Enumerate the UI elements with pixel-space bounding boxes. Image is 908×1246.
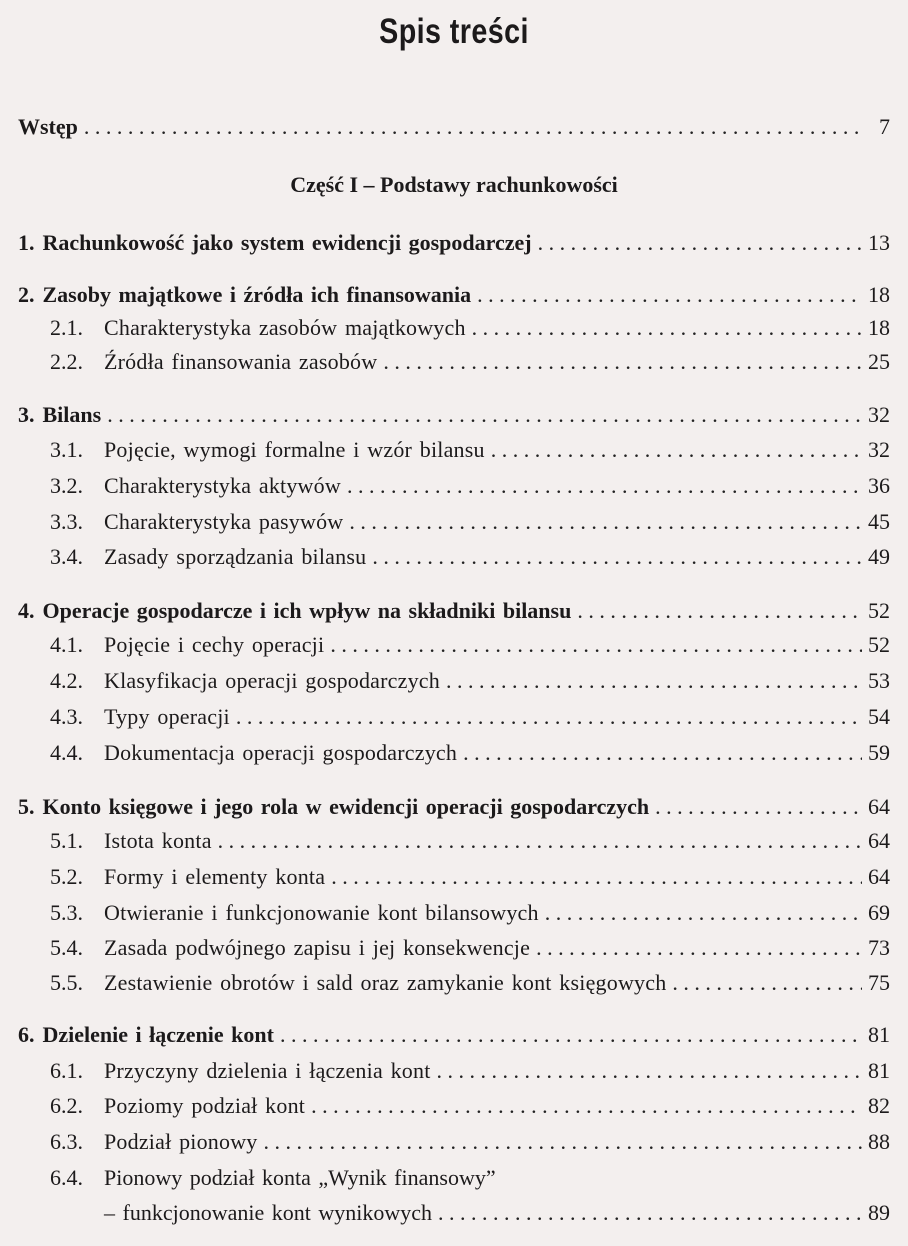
leader-dots [472, 313, 862, 343]
toc-section-4-3[interactable] [50, 702, 890, 732]
section-label: Podział pionowy [104, 1129, 258, 1154]
leader-dots [311, 1091, 862, 1121]
leader-dots [446, 666, 862, 696]
section-label: Zestawienie obrotów i sald oraz zamykanie kont księgowych [104, 970, 667, 995]
section-label: Typy operacji [104, 704, 230, 729]
leader-dots [438, 1198, 862, 1228]
leader-dots [107, 400, 862, 430]
toc-chapter-6[interactable] [18, 1020, 890, 1050]
chapter-page: 18 [868, 282, 890, 307]
section-label: Pionowy podział konta „Wynik finansowy” [104, 1165, 496, 1190]
section-label: Poziomy podział kont [104, 1093, 306, 1118]
section-label: Zasada podwójnego zapisu i jej konsekwencje [104, 935, 531, 960]
section-page: 75 [868, 970, 890, 995]
section-number: 3.2. [50, 473, 83, 498]
leader-dots [84, 112, 862, 142]
section-number: 2.1. [50, 315, 83, 340]
toc-chapter-1[interactable] [18, 228, 890, 258]
leader-dots [280, 1020, 862, 1050]
section-number: 5.3. [50, 900, 83, 925]
section-number: 5.2. [50, 864, 83, 889]
chapter-number: 2. [18, 282, 35, 307]
section-label: Zasady sporządzania bilansu [104, 544, 367, 569]
toc-section-6-4[interactable] [50, 1163, 496, 1193]
toc-section-6-2[interactable] [50, 1091, 890, 1121]
toc-entry-label: Wstęp [18, 114, 78, 139]
leader-dots [236, 702, 862, 732]
section-number: 5.5. [50, 970, 83, 995]
leader-dots [545, 898, 862, 928]
section-page: 81 [868, 1058, 890, 1083]
section-page: 73 [868, 935, 890, 960]
section-page: 59 [868, 740, 890, 765]
toc-section-6-3[interactable] [50, 1127, 890, 1157]
toc-section-5-5[interactable] [50, 968, 890, 998]
toc-section-3-3[interactable] [50, 507, 890, 537]
chapter-number: 5. [18, 794, 35, 819]
toc-section-2-1[interactable] [50, 313, 890, 343]
section-page: 64 [868, 864, 890, 889]
section-number: 3.3. [50, 509, 83, 534]
section-label: Pojęcie, wymogi formalne i wzór bilansu [104, 437, 485, 462]
leader-dots [477, 280, 862, 310]
leader-dots [218, 826, 862, 856]
section-label: Charakterystyka aktywów [104, 473, 341, 498]
section-number: 5.1. [50, 828, 83, 853]
section-page: 82 [868, 1093, 890, 1118]
section-label: Źródła finansowania zasobów [104, 349, 378, 374]
leader-dots [655, 792, 862, 822]
leader-dots [347, 471, 862, 501]
leader-dots [330, 630, 862, 660]
chapter-number: 3. [18, 402, 35, 427]
section-label: Przyczyny dzielenia i łączenia kont [104, 1058, 431, 1083]
section-label: Charakterystyka zasobów majątkowych [104, 315, 466, 340]
leader-dots [536, 933, 862, 963]
page-title: Spis treści [379, 12, 529, 51]
toc-chapter-5[interactable] [18, 792, 890, 822]
section-page: 52 [868, 632, 890, 657]
section-number: 6.3. [50, 1129, 83, 1154]
toc-section-4-1[interactable] [50, 630, 890, 660]
section-number: 4.1. [50, 632, 83, 657]
toc-section-4-4[interactable] [50, 738, 890, 768]
part-heading: Część I – Podstawy rachunkowości [290, 172, 618, 197]
toc-section-3-1[interactable] [50, 435, 890, 465]
section-page: 45 [868, 509, 890, 534]
leader-dots [463, 738, 862, 768]
section-label: Otwieranie i funkcjonowanie kont bilansowych [104, 900, 539, 925]
section-page: 18 [868, 315, 890, 340]
leader-dots [264, 1127, 863, 1157]
toc-section-2-2[interactable] [50, 347, 890, 377]
section-number: 4.3. [50, 704, 83, 729]
section-label: Dokumentacja operacji gospodarczych [104, 740, 458, 765]
section-page: 69 [868, 900, 890, 925]
leader-dots [349, 507, 862, 537]
section-page: 53 [868, 668, 890, 693]
section-number: 4.2. [50, 668, 83, 693]
toc-entry-intro[interactable] [18, 112, 890, 142]
leader-dots [437, 1056, 862, 1086]
toc-chapter-2[interactable] [18, 280, 890, 310]
section-page: 49 [868, 544, 890, 569]
chapter-number: 4. [18, 598, 35, 623]
section-label: Istota konta [104, 828, 212, 853]
chapter-label: Konto księgowe i jego rola w ewidencji operacji gospodarczych [42, 794, 650, 819]
chapter-label: Operacje gospodarcze i ich wpływ na składniki bilansu [42, 598, 572, 623]
toc-section-5-2[interactable] [50, 862, 890, 892]
chapter-label: Bilans [42, 402, 102, 427]
chapter-page: 64 [868, 794, 890, 819]
chapter-page: 32 [868, 402, 890, 427]
section-number: 6.1. [50, 1058, 83, 1083]
section-page: 54 [868, 704, 890, 729]
chapter-number: 6. [18, 1022, 35, 1047]
section-page: 36 [868, 473, 890, 498]
section-page: 89 [868, 1200, 890, 1225]
section-number: 6.4. [50, 1165, 83, 1190]
chapter-label: Rachunkowość jako system ewidencji gospodarczej [42, 230, 532, 255]
leader-dots [577, 596, 862, 626]
toc-section-4-2[interactable] [50, 666, 890, 696]
toc-section-5-3[interactable] [50, 898, 890, 928]
section-page: 88 [868, 1129, 890, 1154]
section-label: Pojęcie i cechy operacji [104, 632, 325, 657]
leader-dots [491, 435, 862, 465]
toc-chapter-3[interactable] [18, 400, 890, 430]
chapter-label: Dzielenie i łączenie kont [42, 1022, 274, 1047]
section-number: 6.2. [50, 1093, 83, 1118]
section-label: Formy i elementy konta [104, 864, 326, 889]
section-number: 3.1. [50, 437, 83, 462]
leader-dots [383, 347, 862, 377]
leader-dots [672, 968, 862, 998]
toc-section-3-4[interactable] [50, 542, 890, 572]
chapter-page: 81 [868, 1022, 890, 1047]
section-page: 64 [868, 828, 890, 853]
section-number: 2.2. [50, 349, 83, 374]
section-number: 3.4. [50, 544, 83, 569]
section-label: Klasyfikacja operacji gospodarczych [104, 668, 440, 693]
chapter-label: Zasoby majątkowe i źródła ich finansowania [42, 282, 472, 307]
chapter-page: 13 [868, 230, 890, 255]
toc-section-5-4[interactable] [50, 933, 890, 963]
toc-section-6-4-continuation[interactable] [50, 1198, 890, 1228]
leader-dots [331, 862, 862, 892]
toc-section-3-2[interactable] [50, 471, 890, 501]
section-page: 32 [868, 437, 890, 462]
chapter-number: 1. [18, 230, 35, 255]
toc-chapter-4[interactable] [18, 596, 890, 626]
section-number: 5.4. [50, 935, 83, 960]
leader-dots [372, 542, 862, 572]
toc-section-5-1[interactable] [50, 826, 890, 856]
chapter-page: 52 [868, 598, 890, 623]
section-number: 4.4. [50, 740, 83, 765]
section-label-continuation: – funkcjonowanie kont wynikowych [104, 1200, 432, 1225]
section-page: 25 [868, 349, 890, 374]
section-label: Charakterystyka pasywów [104, 509, 344, 534]
toc-entry-page: 7 [879, 114, 890, 139]
toc-section-6-1[interactable] [50, 1056, 890, 1086]
leader-dots [538, 228, 862, 258]
